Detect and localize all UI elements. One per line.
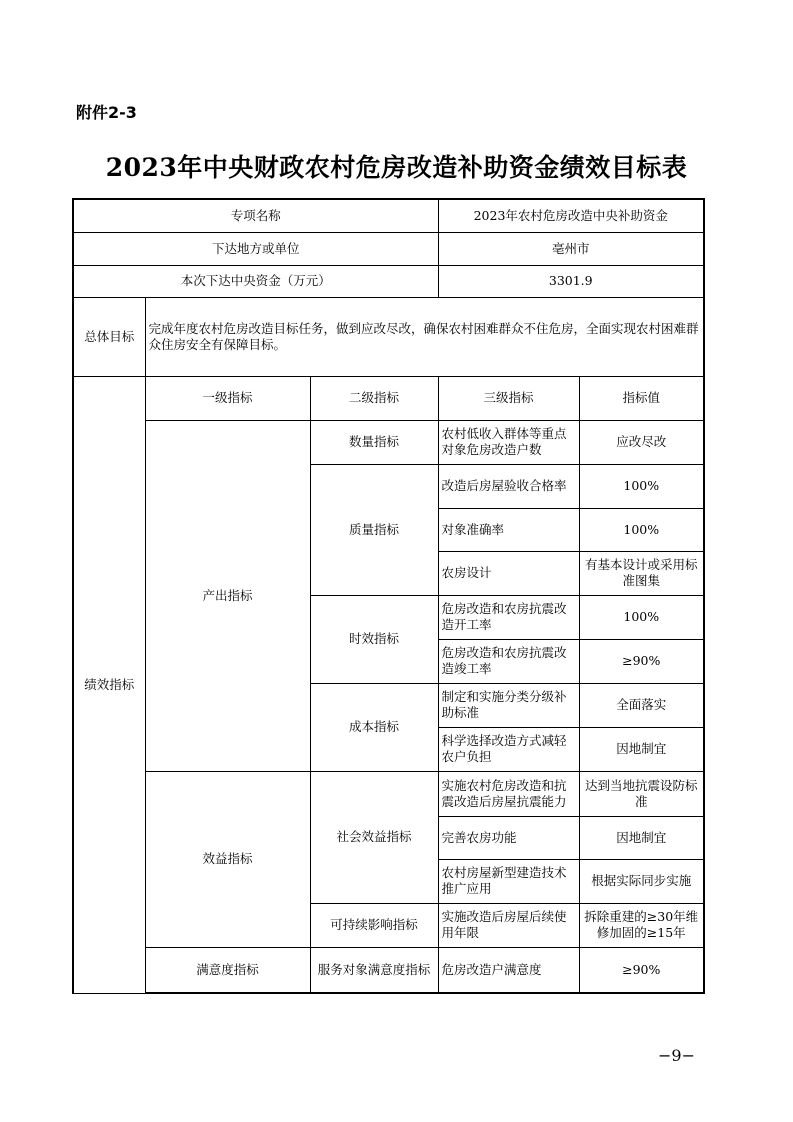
central-fund-value: 3301.9 bbox=[438, 265, 704, 297]
attachment-label: 附件2-3 bbox=[76, 103, 137, 122]
table-row-l3: 完善农房功能 bbox=[438, 816, 579, 859]
overall-goal-label: 总体目标 bbox=[73, 297, 145, 376]
table-row-l3: 农房设计 bbox=[438, 551, 579, 595]
satisfaction-indicators-label: 满意度指标 bbox=[145, 947, 310, 993]
cost-indicators-label: 成本指标 bbox=[310, 683, 438, 771]
social-benefit-indicators-label: 社会效益指标 bbox=[310, 771, 438, 903]
table-row-l3: 对象准确率 bbox=[438, 508, 579, 551]
table-row-value: 应改尽改 bbox=[579, 420, 704, 464]
table-row-l3: 危房改造和农房抗震改造竣工率 bbox=[438, 639, 579, 683]
table-row-value: 100% bbox=[579, 508, 704, 551]
table-row-value: 100% bbox=[579, 595, 704, 639]
table-row-l3: 农村低收入群体等重点对象危房改造户数 bbox=[438, 420, 579, 464]
col-header-level3: 三级指标 bbox=[438, 376, 579, 420]
table-row-value: 全面落实 bbox=[579, 683, 704, 727]
table-row-value: ≥90% bbox=[579, 947, 704, 993]
col-header-value: 指标值 bbox=[579, 376, 704, 420]
table-row-value: 拆除重建的≥30年维修加固的≥15年 bbox=[579, 903, 704, 947]
table-row-l3: 科学选择改造方式减轻农户负担 bbox=[438, 727, 579, 771]
table-row-value: 因地制宜 bbox=[579, 816, 704, 859]
table-row-value: 100% bbox=[579, 464, 704, 508]
table-row-l3: 危房改造户满意度 bbox=[438, 947, 579, 993]
col-header-level2: 二级指标 bbox=[310, 376, 438, 420]
performance-target-table bbox=[72, 198, 705, 994]
table-row-l3: 制定和实施分类分级补助标准 bbox=[438, 683, 579, 727]
table-row-value: ≥90% bbox=[579, 639, 704, 683]
performance-indicators-label: 绩效指标 bbox=[73, 376, 145, 993]
quantity-indicators-label: 数量指标 bbox=[310, 420, 438, 464]
table-row-value: 达到当地抗震设防标准 bbox=[579, 771, 704, 816]
col-header-level1: 一级指标 bbox=[145, 376, 310, 420]
table-row-l3: 改造后房屋验收合格率 bbox=[438, 464, 579, 508]
table-row-l3: 实施农村危房改造和抗震改造后房屋抗震能力 bbox=[438, 771, 579, 816]
region-value: 亳州市 bbox=[438, 232, 704, 265]
benefit-indicators-label: 效益指标 bbox=[145, 771, 310, 947]
table-row-value: 因地制宜 bbox=[579, 727, 704, 771]
table-row-value: 有基本设计或采用标准图集 bbox=[579, 551, 704, 595]
table-row-l3: 实施改造后房屋后续使用年限 bbox=[438, 903, 579, 947]
output-indicators-label: 产出指标 bbox=[145, 420, 310, 771]
project-name-value: 2023年农村危房改造中央补助资金 bbox=[438, 199, 704, 232]
timeliness-indicators-label: 时效指标 bbox=[310, 595, 438, 683]
page-title: 2023年中央财政农村危房改造补助资金绩效目标表 bbox=[105, 153, 688, 182]
region-label: 下达地方或单位 bbox=[73, 232, 438, 265]
overall-goal-text: 完成年度农村危房改造目标任务，做到应改尽改，确保农村困难群众不住危房，全面实现农村困难群众住房安全有保障目标。 bbox=[145, 297, 704, 376]
table-row-l3: 危房改造和农房抗震改造开工率 bbox=[438, 595, 579, 639]
service-satisfaction-indicators-label: 服务对象满意度指标 bbox=[310, 947, 438, 993]
sustainability-indicators-label: 可持续影响指标 bbox=[310, 903, 438, 947]
table-row-value: 根据实际同步实施 bbox=[579, 859, 704, 903]
central-fund-label: 本次下达中央资金（万元） bbox=[73, 265, 438, 297]
page-number: −9− bbox=[658, 1046, 695, 1065]
quality-indicators-label: 质量指标 bbox=[310, 464, 438, 595]
project-name-label: 专项名称 bbox=[73, 199, 438, 232]
table-row-l3: 农村房屋新型建造技术推广应用 bbox=[438, 859, 579, 903]
